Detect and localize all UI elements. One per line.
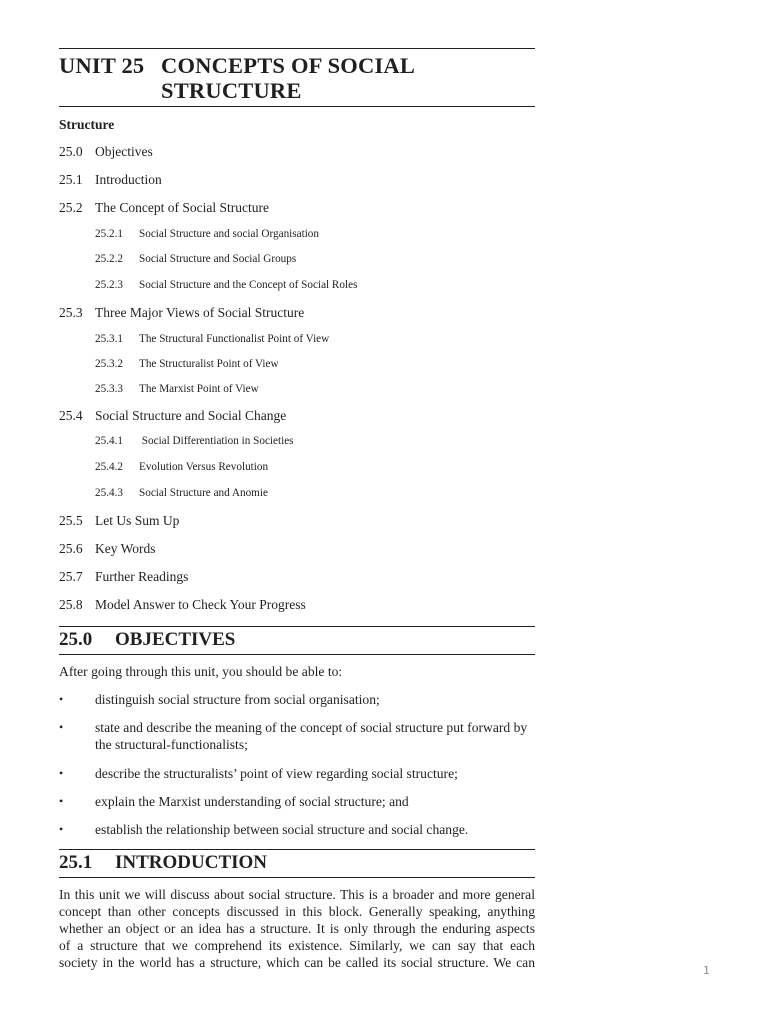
structure-label: Structure bbox=[59, 117, 115, 132]
toc-number: 25.2.3 bbox=[95, 279, 123, 291]
toc-label: Objectives bbox=[95, 144, 153, 159]
toc-label: Further Readings bbox=[95, 569, 189, 584]
toc-label: Social Structure and Social Change bbox=[95, 408, 287, 423]
toc-number: 25.1 bbox=[59, 172, 83, 187]
toc-number: 25.7 bbox=[59, 569, 83, 584]
header-bottom-rule bbox=[59, 106, 535, 107]
objectives-heading-number: 25.0 bbox=[59, 629, 93, 650]
unit-number: UNIT 25 bbox=[59, 53, 145, 78]
toc-label: Evolution Versus Revolution bbox=[139, 461, 269, 473]
toc-label: Three Major Views of Social Structure bbox=[95, 305, 305, 320]
toc-label: Social Differentiation in Societies bbox=[139, 435, 294, 447]
toc-number: 25.3.3 bbox=[95, 383, 123, 395]
header-top-rule bbox=[59, 48, 535, 49]
bullet-icon: • bbox=[59, 766, 64, 780]
introduction-top-rule bbox=[59, 849, 535, 850]
toc-number: 25.3 bbox=[59, 305, 83, 320]
toc-label: The Structural Functionalist Point of View bbox=[139, 333, 330, 345]
introduction-paragraph bbox=[59, 886, 535, 971]
bullet-icon: • bbox=[59, 720, 64, 734]
objectives-heading: OBJECTIVES bbox=[115, 629, 236, 650]
paragraph-line: concept than other concepts discussed in this block. Generally speaking, anything bbox=[59, 904, 535, 919]
toc-number: 25.3.2 bbox=[95, 358, 123, 370]
objectives-top-rule bbox=[59, 626, 535, 627]
toc-number: 25.4.2 bbox=[95, 461, 123, 473]
page-number: 1 bbox=[703, 964, 710, 977]
toc-number: 25.3.1 bbox=[95, 333, 123, 345]
bullet-text: describe the structuralists’ point of view regarding social structure; bbox=[95, 766, 458, 781]
paragraph-line: whether an object or an idea has a structure. It is only through the enduring aspects bbox=[59, 921, 535, 936]
toc-number: 25.6 bbox=[59, 541, 83, 556]
toc-number: 25.4.3 bbox=[95, 487, 123, 499]
toc-label: Key Words bbox=[95, 541, 156, 556]
toc-label: Model Answer to Check Your Progress bbox=[95, 597, 306, 612]
paragraph-line: of a structure that we comprehend its existence. Similarly, we can say that each bbox=[59, 938, 535, 953]
unit-title-line1: CONCEPTS OF SOCIAL bbox=[161, 53, 416, 78]
bullet-icon: • bbox=[59, 692, 64, 706]
toc-number: 25.2 bbox=[59, 200, 83, 215]
bullet-icon: • bbox=[59, 822, 64, 836]
introduction-heading: INTRODUCTION bbox=[115, 852, 268, 873]
toc-number: 25.4 bbox=[59, 408, 83, 423]
toc-number: 25.2.1 bbox=[95, 228, 123, 240]
toc-number: 25.4.1 bbox=[95, 435, 123, 447]
bullet-icon: • bbox=[59, 794, 64, 808]
toc-label: Social Structure and Anomie bbox=[139, 487, 268, 499]
toc-number: 25.5 bbox=[59, 513, 83, 528]
toc-label: Social Structure and Social Groups bbox=[139, 253, 297, 265]
introduction-heading-number: 25.1 bbox=[59, 852, 93, 873]
toc-label: Social Structure and social Organisation bbox=[139, 228, 319, 240]
bullet-text: establish the relationship between social structure and social change. bbox=[95, 822, 469, 837]
toc-label: Introduction bbox=[95, 172, 162, 187]
toc-label: Social Structure and the Concept of Social Roles bbox=[139, 279, 358, 291]
objectives-bottom-rule bbox=[59, 654, 535, 655]
toc-label: Let Us Sum Up bbox=[95, 513, 180, 528]
bullet-text: state and describe the meaning of the concept of social structure put forward by the structural-functionalists; bbox=[95, 720, 528, 752]
paragraph-line: society in the world has a structure, which can be called its social structure. We can bbox=[59, 955, 535, 970]
bullet-text: distinguish social structure from social organisation; bbox=[95, 692, 380, 707]
toc-label: The Concept of Social Structure bbox=[95, 200, 269, 215]
introduction-bottom-rule bbox=[59, 877, 535, 878]
unit-title-line2: STRUCTURE bbox=[161, 78, 302, 103]
toc-number: 25.8 bbox=[59, 597, 83, 612]
toc-label: The Marxist Point of View bbox=[139, 383, 259, 395]
objectives-intro: After going through this unit, you should be able to: bbox=[59, 664, 343, 679]
toc-label: The Structuralist Point of View bbox=[139, 358, 279, 370]
bullet-text: explain the Marxist understanding of social structure; and bbox=[95, 794, 409, 809]
toc-number: 25.0 bbox=[59, 144, 83, 159]
toc-number: 25.2.2 bbox=[95, 253, 123, 265]
paragraph-line: In this unit we will discuss about social structure. This is a broader and more general bbox=[59, 887, 535, 902]
